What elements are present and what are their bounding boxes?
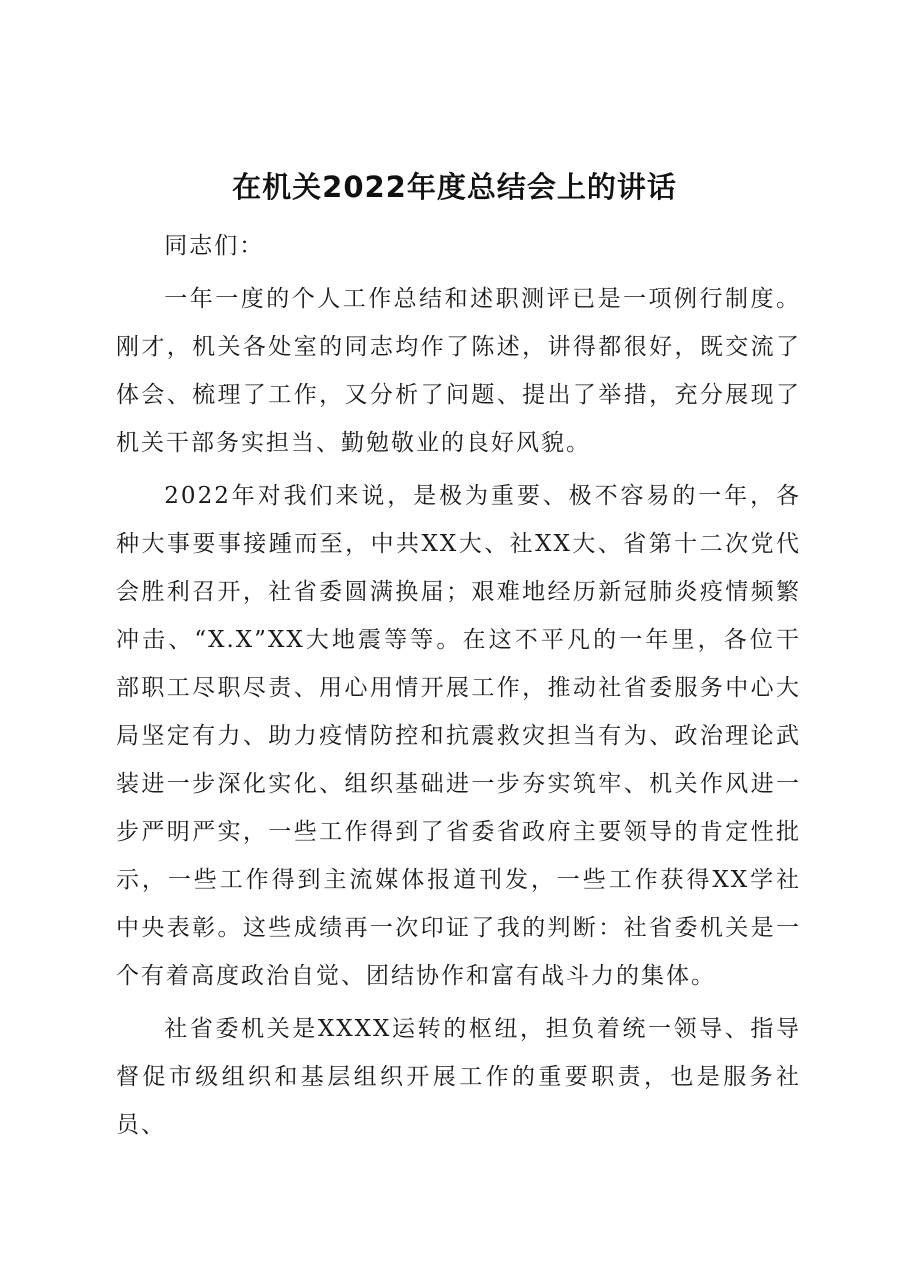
paragraph-3: 社省委机关是XXXX运转的枢纽，担负着统一领导、指导督促市级组织和基层组织开展工作的重要职责，也是服务社员、 <box>116 1016 801 1138</box>
document-title: 在机关2022年度总结会上的讲话 <box>232 170 677 204</box>
document-body <box>116 222 801 1154</box>
paragraph-2: 2022年对我们来说，是极为重要、极不容易的一年，各种大事要事接踵而至，中共XX大、社XX大、省第十二次党代会胜利召开，社省委圆满换届；艰难地经历新冠肺炎疫情频繁冲击、“X.X”XX大地震等等。在这不平凡的一年里，各位干部职工尽职尽责、用心用情开展工作，推动社省委服务中心大局坚定有力、助力疫情防控和抗震救灾担当有为、政治理论武装进一步深化实化、组织基础进一步夯实筑牢、机关作风进一步严明严实，一些工作得到了省委省政府主要领导的肯定性批示，一些工作得到主流媒体报道刊发，一些工作获得XX学社中央表彰。这些成绩再一次印证了我的判断：社省委机关是一个有着高度政治自觉、团结协作和富有战斗力的集体。 <box>116 483 801 989</box>
paragraph-1: 一年一度的个人工作总结和述职测评已是一项例行制度。刚才，机关各处室的同志均作了陈述，讲得都很好，既交流了体会、梳理了工作，又分析了问题、提出了举措，充分展现了机关干部务实担当、勤勉敬业的良好风貌。 <box>116 286 801 456</box>
salutation: 同志们： <box>164 233 265 259</box>
